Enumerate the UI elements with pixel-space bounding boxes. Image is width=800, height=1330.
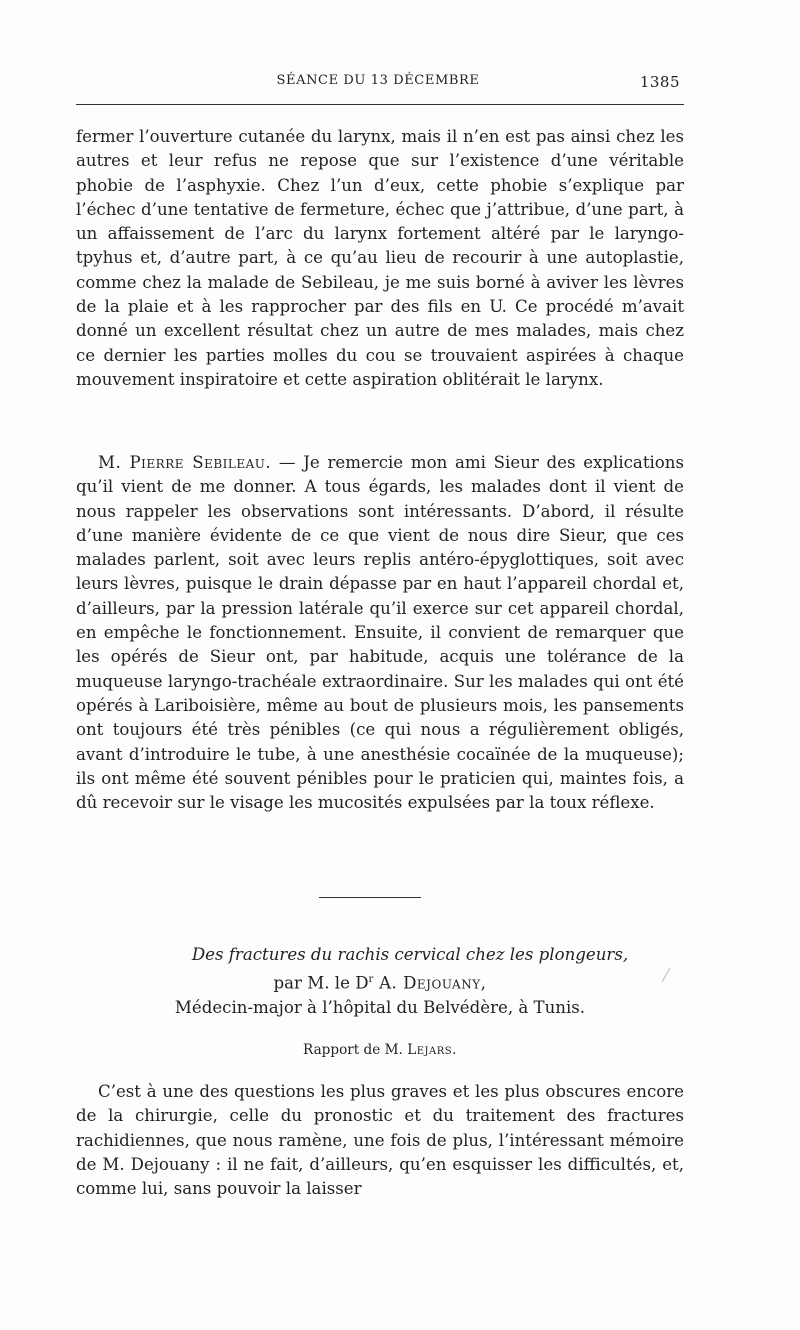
author-prefix: par M. le D xyxy=(273,973,369,993)
header-rule xyxy=(76,104,684,105)
paragraph-3-text: C’est à une des questions les plus graves et les plus obscures encore de la chirurgie, celle du pronostic et du traitement des fractures rachidiennes, que nous ramène, une fois de plus, l’intéressant mémoire de M. Dejouany : il ne fait, d’ailleurs, qu’en esquisser les difficultés, et, comme lui, sans pouvoir la laisser xyxy=(76,1082,684,1199)
paragraph-report xyxy=(76,1080,684,1201)
paragraph-continuation xyxy=(76,125,684,392)
report-prefix: Rapport de M. xyxy=(303,1042,408,1058)
pencil-mark-icon xyxy=(660,966,672,984)
article-affiliation: Médecin-major à l’hôpital du Belvédère, à Tunis. xyxy=(174,997,586,1017)
paragraph-1-text: fermer l’ouverture cutanée du larynx, mais il n’en est pas ainsi chez les autres et leur refus ne repose que sur l’existence d’une véritable phobie de l’asphyxie. Chez l’un d’eux, cette phobie s’explique par l’échec d’une tentative de fermeture, échec que j’attribue, d’une part, à un affaissement de l’arc du larynx fortement altéré par le laryngo-tpyhus et, d’autre part, à ce qu’au lieu de recourir à une autoplastie, comme chez la malade de Sebileau, je me suis borné à aviver les lèvres de la plaie et à les rapprocher par des fils en U. Ce procédé m’avait donné un excellent résultat chez un autre de mes malades, mais chez ce dernier les parties molles du cou se trouvaient aspirées à chaque mouvement inspiratoire et cette aspiration oblitérait le larynx. xyxy=(76,127,684,389)
paragraph-2-text: — Je remercie mon ami Sieur des explications qu’il vient de me donner. A tous égards, les malades dont il vient de nous rappeler les observations sont intéressants. D’abord, il résulte d’une manière évidente de ce que vient de nous dire Sieur, que ces malades parlent, soit avec leurs replis antéro-épyglottiques, soit avec leurs lèvres, puisque le drain dépasse par en haut l’appareil chordal et, d’ailleurs, par la pression latérale qu’il exerce sur cet appareil chordal, en empêche le fonctionnement. Ensuite, il convient de remarquer que les opérés de Sieur ont, par habitude, acquis une tolérance de la muqueuse laryngo-trachéale extraordinaire. Sur les malades qui ont été opérés à Lariboisière, même au bout de plusieurs mois, les pansements ont toujours été très pénibles (ce qui nous a régulièrement obligés, avant d’introduire le tube, à une anesthésie cocaïnée de la muqueuse); ils ont même été souvent pénibles pour le praticien qui, maintes fois, a dû recevoir sur le visage les mucosités expulsées par la toux réflexe. xyxy=(76,453,684,813)
page-header xyxy=(76,73,680,95)
page-number: 1385 xyxy=(639,73,680,91)
author-name: A. Dejouany, xyxy=(373,973,487,993)
reporter-name: Lejars. xyxy=(407,1042,457,1058)
section-separator xyxy=(319,897,421,898)
running-title: SÉANCE DU 13 DÉCEMBRE xyxy=(276,73,480,88)
article-heading xyxy=(76,943,684,1020)
author-superscript: r xyxy=(368,973,374,985)
article-author xyxy=(76,968,684,996)
paragraph-2 xyxy=(76,451,684,815)
paragraph-sebileau xyxy=(76,451,684,815)
report-line xyxy=(76,1042,684,1058)
article-title: Des fractures du rachis cervical chez les plongeurs, xyxy=(191,945,629,964)
speaker-name: M. Pierre Sebileau. xyxy=(98,453,272,472)
